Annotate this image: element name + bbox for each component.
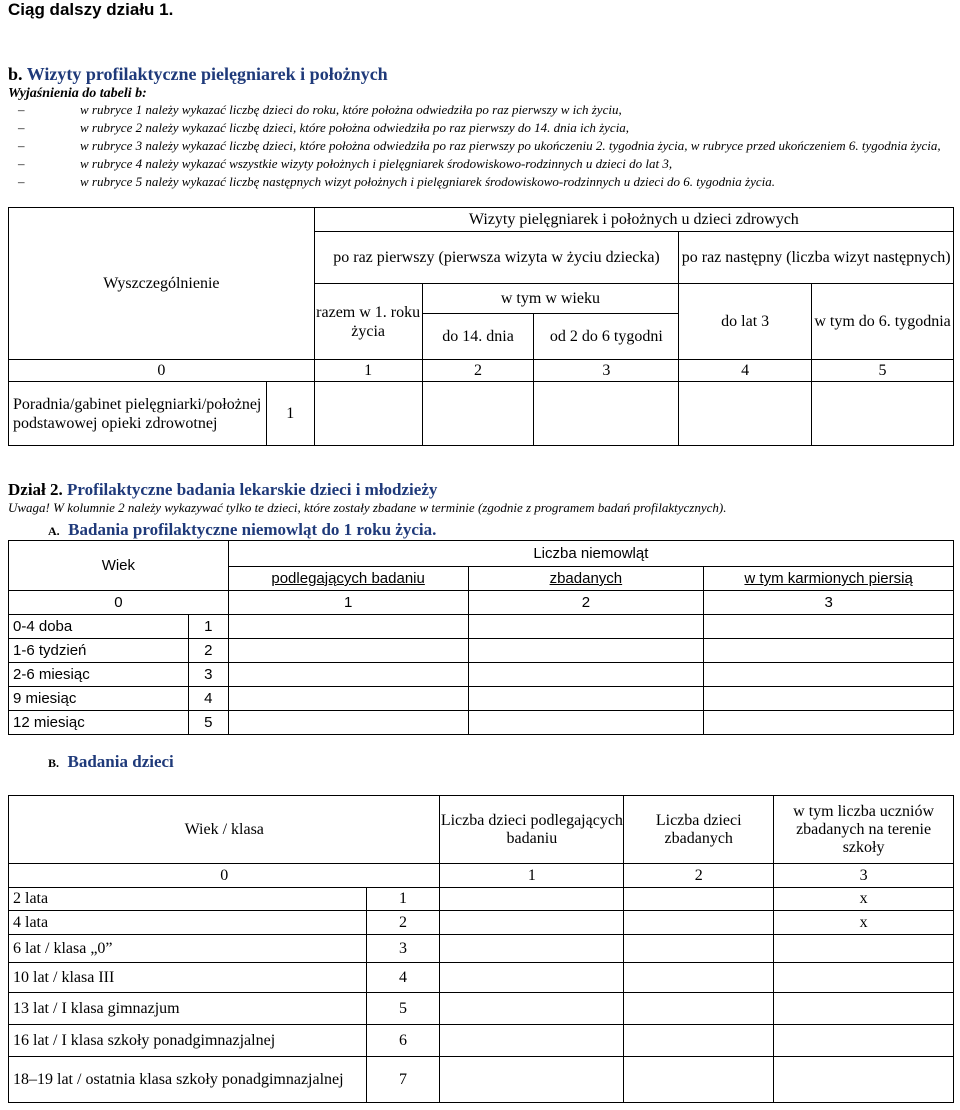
data-cell[interactable] bbox=[440, 963, 624, 993]
row-number: 2 bbox=[188, 639, 228, 663]
header-w-tym-w-wieku: w tym w wieku bbox=[422, 284, 679, 314]
data-cell[interactable] bbox=[704, 687, 954, 711]
list-item-text: w rubryce 5 należy wykazać liczbę następnych wizyt położnych i pielęgniarek środowiskowo-rodzinnych u dzieci do 6. tygodnia życia. bbox=[80, 174, 776, 189]
section-a-title-text: Badania profilaktyczne niemowląt do 1 roku życia. bbox=[68, 520, 437, 539]
row-number: 5 bbox=[366, 993, 440, 1025]
list-item bbox=[8, 119, 956, 137]
data-cell[interactable] bbox=[468, 687, 704, 711]
data-cell[interactable] bbox=[624, 888, 774, 911]
section-b-title bbox=[8, 64, 388, 85]
row-label: 12 miesiąc bbox=[9, 711, 189, 735]
row-label: 4 lata bbox=[9, 911, 367, 935]
table-row bbox=[9, 687, 954, 711]
col-number: 0 bbox=[9, 360, 315, 382]
data-cell[interactable] bbox=[679, 382, 812, 446]
col-number: 0 bbox=[9, 591, 229, 615]
list-item-text: w rubryce 4 należy wykazać wszystkie wizyty położnych i pielęgniarek środowiskowo-rodzinnych u dzieci do lat 3, bbox=[80, 156, 673, 171]
section-b2-letter: B. bbox=[48, 756, 60, 770]
data-cell[interactable] bbox=[468, 711, 704, 735]
data-cell[interactable] bbox=[624, 993, 774, 1025]
header-od-2-do-6: od 2 do 6 tygodni bbox=[534, 314, 679, 360]
row-label: 9 miesiąc bbox=[9, 687, 189, 711]
row-number: 7 bbox=[366, 1057, 440, 1103]
list-item bbox=[8, 173, 956, 191]
data-cell[interactable] bbox=[440, 888, 624, 911]
table-visits bbox=[8, 207, 954, 446]
data-cell[interactable] bbox=[228, 711, 468, 735]
explanations-heading: Wyjaśnienia do tabeli b: bbox=[8, 86, 147, 101]
header-liczba-niemowlat: Liczba niemowląt bbox=[228, 541, 953, 567]
data-cell[interactable] bbox=[774, 1025, 954, 1057]
data-cell[interactable] bbox=[228, 639, 468, 663]
list-item bbox=[8, 137, 956, 155]
data-cell[interactable] bbox=[624, 1057, 774, 1103]
header-zbadanych: Liczba dzieci zbadanych bbox=[624, 796, 774, 864]
data-cell[interactable] bbox=[624, 935, 774, 963]
data-cell[interactable] bbox=[440, 993, 624, 1025]
data-cell[interactable] bbox=[422, 382, 534, 446]
uwaga-note: Uwaga! W kolumnie 2 należy wykazywać tylko te dzieci, które zostały zbadane w terminie (zgodnie z programem badań profilaktycznych). bbox=[8, 500, 727, 515]
row-label: 13 lat / I klasa gimnazjum bbox=[9, 993, 367, 1025]
row-number: 3 bbox=[366, 935, 440, 963]
table-infants bbox=[8, 540, 954, 735]
data-cell[interactable] bbox=[468, 639, 704, 663]
row-number: 4 bbox=[366, 963, 440, 993]
data-cell[interactable] bbox=[774, 1057, 954, 1103]
header-zbadanych: zbadanych bbox=[468, 567, 704, 591]
header-razem: razem w 1. roku życia bbox=[314, 284, 422, 360]
table-row bbox=[9, 382, 954, 446]
data-cell[interactable] bbox=[440, 911, 624, 935]
data-cell: x bbox=[774, 888, 954, 911]
row-label: 1-6 tydzień bbox=[9, 639, 189, 663]
header-do-lat-3: do lat 3 bbox=[679, 284, 812, 360]
col-number: 4 bbox=[679, 360, 812, 382]
row-label: 10 lat / klasa III bbox=[9, 963, 367, 993]
data-cell[interactable] bbox=[774, 963, 954, 993]
row-number: 2 bbox=[366, 911, 440, 935]
col-number: 2 bbox=[468, 591, 704, 615]
data-cell[interactable] bbox=[704, 615, 954, 639]
row-label: Poradnia/gabinet pielęgniarki/położnej podstawowej opieki zdrowotnej bbox=[9, 382, 267, 446]
col-number: 1 bbox=[228, 591, 468, 615]
list-item-text: w rubryce 1 należy wykazać liczbę dzieci do roku, które położna odwiedziła po raz pierwszy w ich życiu, bbox=[80, 102, 622, 117]
row-label: 6 lat / klasa „0” bbox=[9, 935, 367, 963]
col-number: 1 bbox=[440, 864, 624, 888]
row-number: 1 bbox=[366, 888, 440, 911]
table-row bbox=[9, 615, 954, 639]
data-cell[interactable] bbox=[812, 382, 954, 446]
table-row bbox=[9, 711, 954, 735]
row-number: 6 bbox=[366, 1025, 440, 1057]
data-cell[interactable] bbox=[314, 382, 422, 446]
dzial2-title bbox=[8, 480, 437, 500]
table-row bbox=[9, 663, 954, 687]
row-label: 0-4 doba bbox=[9, 615, 189, 639]
header-next-visit: po raz następny (liczba wizyt następnych) bbox=[679, 232, 954, 284]
list-item bbox=[8, 101, 956, 119]
table-row bbox=[9, 963, 954, 993]
data-cell[interactable] bbox=[624, 963, 774, 993]
table-row bbox=[9, 1025, 954, 1057]
table-row bbox=[9, 888, 954, 911]
section-b-title-text: Wizyty profilaktyczne pielęgniarek i położnych bbox=[26, 64, 388, 84]
header-do-14: do 14. dnia bbox=[422, 314, 534, 360]
row-number: 1 bbox=[266, 382, 314, 446]
col-number: 0 bbox=[9, 864, 440, 888]
header-wiek: Wiek bbox=[9, 541, 229, 591]
table-row bbox=[9, 911, 954, 935]
table-row bbox=[9, 935, 954, 963]
header-wyszczegolnienie: Wyszczególnienie bbox=[9, 208, 315, 360]
table-row bbox=[9, 1057, 954, 1103]
section-b2-title-text: Badania dzieci bbox=[67, 752, 174, 771]
dash-bullet: – bbox=[18, 156, 25, 171]
row-number: 4 bbox=[188, 687, 228, 711]
section-b2-title bbox=[48, 752, 174, 772]
data-cell[interactable] bbox=[704, 663, 954, 687]
row-number: 1 bbox=[188, 615, 228, 639]
row-number: 3 bbox=[188, 663, 228, 687]
dzial2-title-text: Profilaktyczne badania lekarskie dzieci i młodzieży bbox=[67, 480, 438, 499]
header-podlegajacych: Liczba dzieci podlegających badaniu bbox=[440, 796, 624, 864]
dash-bullet: – bbox=[18, 120, 25, 135]
data-cell[interactable] bbox=[228, 615, 468, 639]
col-number: 3 bbox=[534, 360, 679, 382]
data-cell[interactable] bbox=[774, 935, 954, 963]
continuation-heading: Ciąg dalszy działu 1. bbox=[8, 0, 174, 19]
data-cell[interactable] bbox=[440, 1057, 624, 1103]
table-children bbox=[8, 795, 954, 1103]
header-karmionych: w tym karmionych piersią bbox=[704, 567, 954, 591]
data-cell[interactable] bbox=[468, 615, 704, 639]
data-cell[interactable] bbox=[468, 663, 704, 687]
data-cell[interactable] bbox=[704, 711, 954, 735]
col-number: 5 bbox=[812, 360, 954, 382]
data-cell[interactable] bbox=[228, 663, 468, 687]
dzial2-prefix: Dział 2. bbox=[8, 480, 63, 499]
list-item bbox=[8, 155, 956, 173]
section-a-title bbox=[48, 520, 436, 540]
data-cell[interactable] bbox=[704, 639, 954, 663]
table-row bbox=[9, 639, 954, 663]
data-cell[interactable] bbox=[774, 993, 954, 1025]
row-label: 2-6 miesiąc bbox=[9, 663, 189, 687]
header-group-visits: Wizyty pielęgniarek i położnych u dzieci zdrowych bbox=[314, 208, 953, 232]
header-w-tym-do-6: w tym do 6. tygodnia bbox=[812, 284, 954, 360]
row-number: 5 bbox=[188, 711, 228, 735]
header-podlegajacych: podlegających badaniu bbox=[228, 567, 468, 591]
list-item-text: w rubryce 2 należy wykazać liczbę dzieci, które położna odwiedziła po raz pierwszy do 14. dnia ich życia, bbox=[80, 120, 630, 135]
row-label: 16 lat / I klasa szkoły ponadgimnazjalnej bbox=[9, 1025, 367, 1057]
data-cell[interactable] bbox=[440, 1025, 624, 1057]
col-number: 3 bbox=[704, 591, 954, 615]
data-cell[interactable] bbox=[534, 382, 679, 446]
list-item-text: w rubryce 3 należy wykazać liczbę dzieci, które położna odwiedziła po raz pierwszy po ukończeniu 2. tygodnia życia, w rubryce przed ukończeniem 6. tygodnia życia, bbox=[80, 138, 941, 153]
dash-bullet: – bbox=[18, 102, 25, 117]
data-cell[interactable] bbox=[440, 935, 624, 963]
section-a-letter: A. bbox=[48, 524, 60, 538]
row-label: 2 lata bbox=[9, 888, 367, 911]
header-first-visit: po raz pierwszy (pierwsza wizyta w życiu dziecka) bbox=[314, 232, 679, 284]
header-wiek-klasa: Wiek / klasa bbox=[9, 796, 440, 864]
col-number: 2 bbox=[422, 360, 534, 382]
row-label: 18–19 lat / ostatnia klasa szkoły ponadgimnazjalnej bbox=[9, 1057, 367, 1103]
col-number: 2 bbox=[624, 864, 774, 888]
data-cell[interactable] bbox=[624, 1025, 774, 1057]
col-number: 3 bbox=[774, 864, 954, 888]
table-row bbox=[9, 993, 954, 1025]
explanations-list bbox=[8, 101, 956, 191]
data-cell[interactable] bbox=[228, 687, 468, 711]
data-cell[interactable] bbox=[624, 911, 774, 935]
col-number: 1 bbox=[314, 360, 422, 382]
dash-bullet: – bbox=[18, 138, 25, 153]
header-szkola: w tym liczba uczniów zbadanych na terenie szkoły bbox=[774, 796, 954, 864]
section-b-letter: b. bbox=[8, 64, 23, 84]
dash-bullet: – bbox=[18, 174, 25, 189]
data-cell: x bbox=[774, 911, 954, 935]
